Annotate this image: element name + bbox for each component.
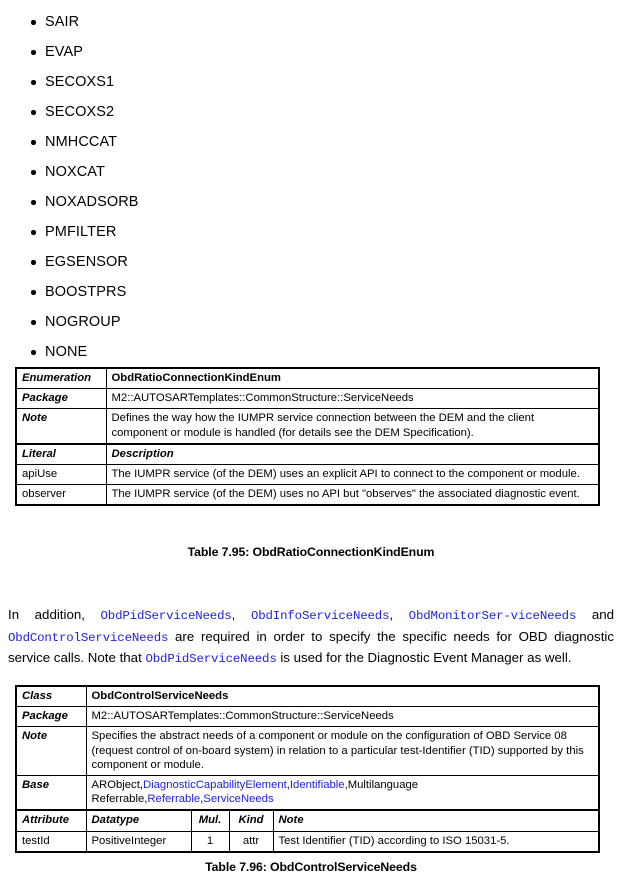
list-item [0, 187, 622, 217]
base-type-text: ARObject [91, 779, 140, 792]
enumeration-value: ObdRatioConnectionKindEnum [106, 368, 599, 389]
literal-name: apiUse [16, 465, 106, 485]
body-paragraph [8, 605, 614, 670]
list-item [0, 127, 622, 157]
base-type-link[interactable]: ServiceNeeds [203, 793, 274, 806]
paragraph-segment: are required in order to specify the specific needs for OBD diagnostic service calls. Note that [8, 628, 614, 666]
literal-description: The IUMPR service (of the DEM) uses an explicit API to connect to the component or module. [106, 465, 599, 485]
attribute-mul: 1 [191, 831, 229, 852]
mul-column-header: Mul. [191, 810, 229, 831]
list-item-label: EVAP [45, 44, 84, 60]
table-header-row [16, 444, 599, 465]
list-item [0, 37, 622, 67]
base-type-link[interactable]: DiagnosticCapabilityElement [142, 779, 287, 792]
list-item [0, 337, 622, 367]
table-row [16, 409, 599, 444]
list-item-label: PMFILTER [45, 224, 117, 240]
list-item [0, 307, 622, 337]
table-row [16, 389, 599, 409]
bullet-icon [31, 110, 36, 115]
bullet-icon [31, 140, 36, 145]
attribute-name: testId [16, 831, 86, 852]
bullet-icon [31, 320, 36, 325]
bullet-icon [31, 50, 36, 55]
list-item [0, 7, 622, 37]
table-row [16, 831, 599, 852]
bullet-icon [31, 170, 36, 175]
datatype-column-header: Datatype [86, 810, 191, 831]
list-item-label: EGSENSOR [45, 254, 128, 270]
paragraph-segment: and [576, 607, 615, 623]
list-item-label: BOOSTPRS [45, 284, 127, 300]
base-type-link[interactable]: Referrable [147, 793, 201, 806]
base-type-text: , [200, 793, 204, 806]
note-column-header: Note [273, 810, 599, 831]
link-obd-control-service-needs[interactable]: ObdControlServiceNeeds [8, 630, 169, 645]
list-item [0, 97, 622, 127]
note-label: Note [16, 727, 86, 776]
table-row [16, 686, 599, 707]
list-item-label: SECOXS2 [45, 104, 115, 120]
table-row [16, 485, 599, 506]
enum-literal-bullet-list [0, 7, 622, 367]
enumeration-label: Enumeration [16, 368, 106, 389]
base-label: Base [16, 776, 86, 811]
bullet-icon [31, 290, 36, 295]
table-caption-7-95: Table 7.95: ObdRatioConnectionKindEnum [187, 545, 435, 559]
paragraph-segment: , [389, 607, 409, 623]
link-obd-monitor-service-needs[interactable]: ObdMonitorSer-viceNeeds [408, 609, 577, 624]
literal-name: observer [16, 485, 106, 506]
note-value: Defines the way how the IUMPR service connection between the DEM and the client component or module is handled (for details see the DEM Specification). [106, 409, 599, 444]
table-row [16, 727, 599, 776]
note-value: Specifies the abstract needs of a component or module on the configuration of OBD Service 08 (request control of on-board system) in relation to a particular test-Identifier (TID) supported by this component or module. [86, 727, 599, 776]
attribute-datatype: PositiveInteger [86, 831, 191, 852]
list-item [0, 277, 622, 307]
paragraph-segment: is used for the Diagnostic Event Manager as well. [276, 650, 572, 666]
list-item-label: NOXADSORB [45, 194, 139, 210]
base-type-text: , [139, 779, 143, 792]
attribute-kind: attr [229, 831, 273, 852]
list-item [0, 247, 622, 277]
literal-column-header: Literal [16, 444, 106, 465]
package-value: M2::AUTOSARTemplates::CommonStructure::ServiceNeeds [86, 707, 599, 727]
class-value: ObdControlServiceNeeds [86, 686, 599, 707]
paragraph-segment: , [231, 607, 251, 623]
bullet-icon [31, 350, 36, 355]
base-value [86, 776, 599, 811]
bullet-icon [31, 20, 36, 25]
table-row [16, 707, 599, 727]
bullet-icon [31, 200, 36, 205]
package-label: Package [16, 707, 86, 727]
package-label: Package [16, 389, 106, 409]
base-type-text: Multilanguage Referrable [91, 779, 419, 806]
attribute-note: Test Identifier (TID) according to ISO 15031-5. [273, 831, 599, 852]
list-item [0, 157, 622, 187]
paragraph-segment: In addition, [8, 607, 101, 623]
list-item-label: NOGROUP [45, 314, 121, 330]
list-item [0, 217, 622, 247]
base-type-text: , [344, 779, 348, 792]
list-item-label: NMHCCAT [45, 134, 118, 150]
attribute-column-header: Attribute [16, 810, 86, 831]
base-type-link[interactable]: Identifiable [289, 779, 345, 792]
note-label: Note [16, 409, 106, 444]
table-header-row [16, 810, 599, 831]
list-item-label: SECOXS1 [45, 74, 115, 90]
table-row [16, 776, 599, 811]
link-obd-pid-service-needs[interactable]: ObdPidServiceNeeds [100, 609, 232, 624]
base-type-text: , [286, 779, 290, 792]
link-obd-pid-service-needs-2[interactable]: ObdPidServiceNeeds [145, 652, 277, 667]
table-row [16, 368, 599, 389]
list-item-label: NOXCAT [45, 164, 105, 180]
literal-description: The IUMPR service (of the DEM) uses no API but "observes" the associated diagnostic event. [106, 485, 599, 506]
bullet-icon [31, 230, 36, 235]
table-caption-7-96: Table 7.96: ObdControlServiceNeeds [205, 860, 417, 874]
bullet-icon [31, 260, 36, 265]
table-obd-control-service-needs [15, 685, 600, 853]
table-obd-ratio-connection-kind-enum [15, 367, 600, 506]
bullet-icon [31, 80, 36, 85]
table-row [16, 465, 599, 485]
base-type-text: , [144, 793, 148, 806]
list-item-label: NONE [45, 344, 88, 360]
link-obd-info-service-needs[interactable]: ObdInfoServiceNeeds [250, 609, 390, 624]
kind-column-header: Kind [229, 810, 273, 831]
class-label: Class [16, 686, 86, 707]
package-value: M2::AUTOSARTemplates::CommonStructure::ServiceNeeds [106, 389, 599, 409]
list-item-label: SAIR [45, 14, 80, 30]
description-column-header: Description [106, 444, 599, 465]
list-item [0, 67, 622, 97]
